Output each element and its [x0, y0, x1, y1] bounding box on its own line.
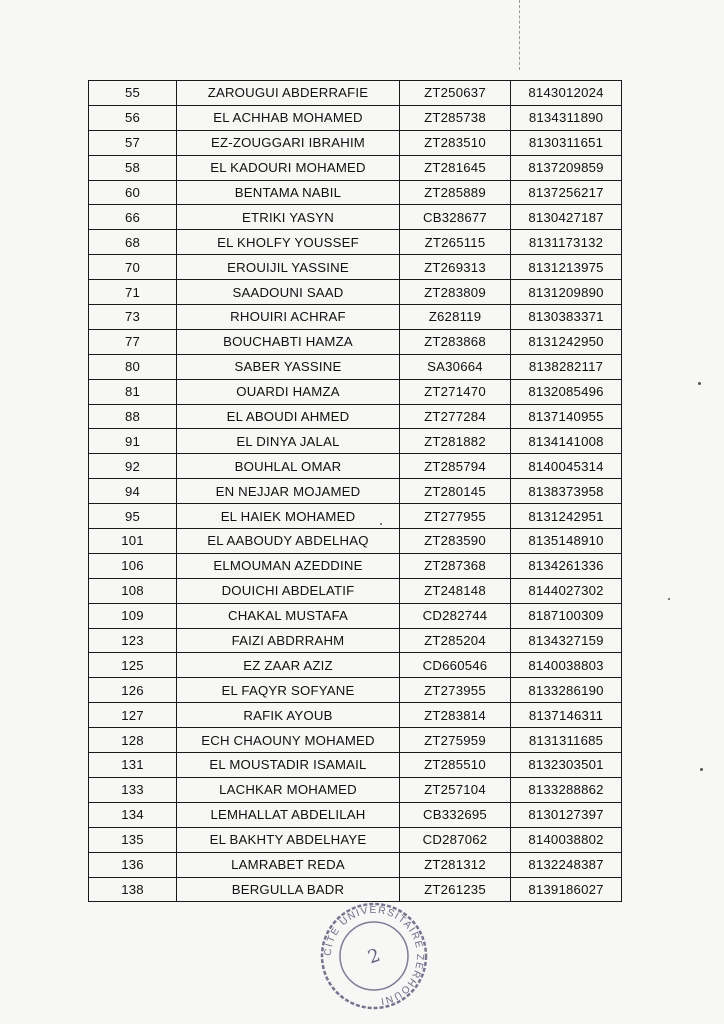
row-number: 106: [89, 553, 177, 578]
row-number: 136: [89, 852, 177, 877]
student-name: EL AABOUDY ABDELHAQ: [177, 529, 400, 554]
id-card-number: ZT285510: [400, 753, 511, 778]
student-code: 8137256217: [511, 180, 622, 205]
table-row: [89, 628, 622, 653]
table-row: [89, 305, 622, 330]
student-code: 8134141008: [511, 429, 622, 454]
student-code: 8140038803: [511, 653, 622, 678]
row-number: 109: [89, 603, 177, 628]
student-name: ETRIKI YASYN: [177, 205, 400, 230]
row-number: 73: [89, 305, 177, 330]
student-name: EL ACHHAB MOHAMED: [177, 105, 400, 130]
row-number: 133: [89, 777, 177, 802]
scan-speck: [668, 598, 670, 600]
student-name: EL KHOLFY YOUSSEF: [177, 230, 400, 255]
student-code: 8131173132: [511, 230, 622, 255]
table-row: [89, 205, 622, 230]
student-code: 8139186027: [511, 877, 622, 902]
stamp-page-number: 2: [365, 944, 384, 969]
table-row: [89, 852, 622, 877]
official-stamp: [318, 900, 430, 1012]
row-number: 66: [89, 205, 177, 230]
id-card-number: ZT257104: [400, 777, 511, 802]
id-card-number: CD660546: [400, 653, 511, 678]
table-row: [89, 255, 622, 280]
student-name: FAIZI ABDRRAHM: [177, 628, 400, 653]
student-code: 8137146311: [511, 703, 622, 728]
student-code: 8130127397: [511, 802, 622, 827]
row-number: 60: [89, 180, 177, 205]
row-number: 131: [89, 753, 177, 778]
row-number: 126: [89, 678, 177, 703]
student-name: ZAROUGUI ABDERRAFIE: [177, 81, 400, 106]
table-row: [89, 81, 622, 106]
row-number: 125: [89, 653, 177, 678]
row-number: 135: [89, 827, 177, 852]
scan-edge-mark: [519, 0, 521, 70]
student-code: 8187100309: [511, 603, 622, 628]
student-name: RAFIK AYOUB: [177, 703, 400, 728]
row-number: 77: [89, 329, 177, 354]
student-name: OUARDI HAMZA: [177, 379, 400, 404]
id-card-number: ZT283590: [400, 529, 511, 554]
student-code: 8131311685: [511, 728, 622, 753]
student-name: BOUHLAL OMAR: [177, 454, 400, 479]
student-code: 8133286190: [511, 678, 622, 703]
table-row: [89, 678, 622, 703]
student-name: LEMHALLAT ABDELILAH: [177, 802, 400, 827]
id-card-number: ZT283814: [400, 703, 511, 728]
student-code: 8137209859: [511, 155, 622, 180]
scan-speck: [380, 523, 382, 525]
student-code: 8133288862: [511, 777, 622, 802]
id-card-number: ZT269313: [400, 255, 511, 280]
row-number: 68: [89, 230, 177, 255]
table-row: [89, 105, 622, 130]
row-number: 101: [89, 529, 177, 554]
scan-speck: [698, 382, 701, 385]
row-number: 70: [89, 255, 177, 280]
student-name: BOUCHABTI HAMZA: [177, 329, 400, 354]
student-code: 8131213975: [511, 255, 622, 280]
table-row: [89, 404, 622, 429]
row-number: 138: [89, 877, 177, 902]
id-card-number: ZT271470: [400, 379, 511, 404]
id-card-number: CB328677: [400, 205, 511, 230]
student-list-table: [88, 80, 622, 902]
student-code: 8130383371: [511, 305, 622, 330]
table-row: [89, 454, 622, 479]
student-code: 8144027302: [511, 578, 622, 603]
id-card-number: ZT275959: [400, 728, 511, 753]
row-number: 134: [89, 802, 177, 827]
table-row: [89, 379, 622, 404]
row-number: 56: [89, 105, 177, 130]
student-name: ELMOUMAN AZEDDINE: [177, 553, 400, 578]
student-code: 8134327159: [511, 628, 622, 653]
id-card-number: ZT285794: [400, 454, 511, 479]
student-code: 8132085496: [511, 379, 622, 404]
id-card-number: ZT287368: [400, 553, 511, 578]
table-row: [89, 529, 622, 554]
row-number: 80: [89, 354, 177, 379]
student-name: EROUIJIL YASSINE: [177, 255, 400, 280]
table-row: [89, 653, 622, 678]
student-name: EL ABOUDI AHMED: [177, 404, 400, 429]
student-name: EL BAKHTY ABDELHAYE: [177, 827, 400, 852]
row-number: 108: [89, 578, 177, 603]
student-name: DOUICHI ABDELATIF: [177, 578, 400, 603]
student-code: 8135148910: [511, 529, 622, 554]
student-name: EL FAQYR SOFYANE: [177, 678, 400, 703]
table-row: [89, 877, 622, 902]
student-code: 8138282117: [511, 354, 622, 379]
student-code: 8131209890: [511, 280, 622, 305]
student-name: SABER YASSINE: [177, 354, 400, 379]
row-number: 57: [89, 130, 177, 155]
table-row: [89, 802, 622, 827]
id-card-number: SA30664: [400, 354, 511, 379]
table-row: [89, 329, 622, 354]
id-card-number: ZT280145: [400, 479, 511, 504]
student-name: EZ-ZOUGGARI IBRAHIM: [177, 130, 400, 155]
id-card-number: ZT261235: [400, 877, 511, 902]
id-card-number: CB332695: [400, 802, 511, 827]
id-card-number: ZT277284: [400, 404, 511, 429]
id-card-number: ZT273955: [400, 678, 511, 703]
table-row: [89, 553, 622, 578]
student-name: CHAKAL MUSTAFA: [177, 603, 400, 628]
table-row: [89, 827, 622, 852]
table-row: [89, 155, 622, 180]
table-row: [89, 230, 622, 255]
student-code: 8143012024: [511, 81, 622, 106]
student-code: 8134311890: [511, 105, 622, 130]
row-number: 71: [89, 280, 177, 305]
table-row: [89, 180, 622, 205]
id-card-number: ZT281645: [400, 155, 511, 180]
id-card-number: CD282744: [400, 603, 511, 628]
student-name: EL DINYA JALAL: [177, 429, 400, 454]
table-row: [89, 728, 622, 753]
table-row: [89, 280, 622, 305]
student-name: RHOUIRI ACHRAF: [177, 305, 400, 330]
row-number: 88: [89, 404, 177, 429]
student-code: 8130427187: [511, 205, 622, 230]
id-card-number: ZT277955: [400, 504, 511, 529]
student-code: 8132248387: [511, 852, 622, 877]
table-row: [89, 578, 622, 603]
row-number: 91: [89, 429, 177, 454]
id-card-number: ZT285889: [400, 180, 511, 205]
id-card-number: ZT265115: [400, 230, 511, 255]
table-row: [89, 753, 622, 778]
student-name: EN NEJJAR MOJAMED: [177, 479, 400, 504]
student-name: EZ ZAAR AZIZ: [177, 653, 400, 678]
row-number: 94: [89, 479, 177, 504]
table-row: [89, 703, 622, 728]
student-code: 8132303501: [511, 753, 622, 778]
student-code: 8140045314: [511, 454, 622, 479]
student-code: 8130311651: [511, 130, 622, 155]
id-card-number: ZT285738: [400, 105, 511, 130]
student-name: BENTAMA NABIL: [177, 180, 400, 205]
scan-speck: [700, 768, 703, 771]
student-name: EL MOUSTADIR ISAMAIL: [177, 753, 400, 778]
student-code: 8140038802: [511, 827, 622, 852]
id-card-number: ZT285204: [400, 628, 511, 653]
row-number: 128: [89, 728, 177, 753]
row-number: 127: [89, 703, 177, 728]
row-number: 95: [89, 504, 177, 529]
table-row: [89, 777, 622, 802]
row-number: 123: [89, 628, 177, 653]
student-name: BERGULLA BADR: [177, 877, 400, 902]
id-card-number: CD287062: [400, 827, 511, 852]
id-card-number: ZT281312: [400, 852, 511, 877]
student-name: ECH CHAOUNY MOHAMED: [177, 728, 400, 753]
table-row: [89, 603, 622, 628]
id-card-number: ZT248148: [400, 578, 511, 603]
row-number: 81: [89, 379, 177, 404]
student-code: 8138373958: [511, 479, 622, 504]
row-number: 55: [89, 81, 177, 106]
student-name: EL HAIEK MOHAMED: [177, 504, 400, 529]
table-row: [89, 354, 622, 379]
stamp-ring-text: CITE UNIVERSITAIRE ZERHOUNI: [322, 904, 426, 1007]
row-number: 92: [89, 454, 177, 479]
id-card-number: ZT283868: [400, 329, 511, 354]
student-name: LACHKAR MOHAMED: [177, 777, 400, 802]
student-name: LAMRABET REDA: [177, 852, 400, 877]
table-row: [89, 479, 622, 504]
id-card-number: Z628119: [400, 305, 511, 330]
student-name: EL KADOURI MOHAMED: [177, 155, 400, 180]
table-row: [89, 130, 622, 155]
id-card-number: ZT281882: [400, 429, 511, 454]
row-number: 58: [89, 155, 177, 180]
student-code: 8134261336: [511, 553, 622, 578]
student-name: SAADOUNI SAAD: [177, 280, 400, 305]
id-card-number: ZT283809: [400, 280, 511, 305]
table-body: [89, 81, 622, 902]
table-row: [89, 429, 622, 454]
student-code: 8131242950: [511, 329, 622, 354]
student-code: 8137140955: [511, 404, 622, 429]
table-row: [89, 504, 622, 529]
id-card-number: ZT283510: [400, 130, 511, 155]
id-card-number: ZT250637: [400, 81, 511, 106]
student-code: 8131242951: [511, 504, 622, 529]
